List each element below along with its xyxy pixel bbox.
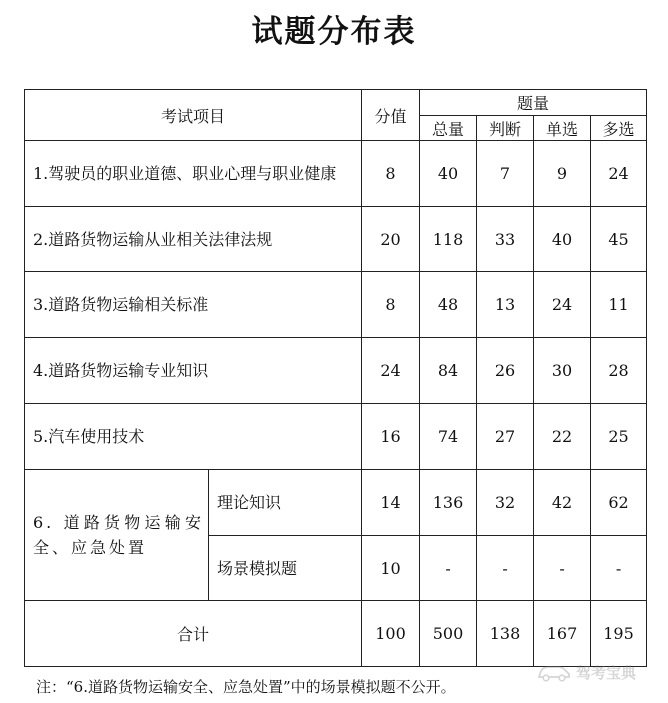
- row-score: 16: [362, 404, 420, 470]
- header-row: [25, 90, 647, 116]
- car-icon: [536, 664, 572, 682]
- row-item-name: 1.驾驶员的职业道德、职业心理与职业健康: [25, 141, 362, 207]
- row-single: 24: [534, 272, 591, 338]
- header-multi: 多选: [591, 116, 647, 141]
- total-label: 合计: [25, 601, 362, 667]
- header-item: 考试项目: [25, 90, 362, 141]
- table-row: [25, 404, 647, 470]
- row-multi: 24: [591, 141, 647, 207]
- row-single: -: [534, 536, 591, 601]
- total-row: [25, 601, 647, 667]
- row-single: 30: [534, 338, 591, 404]
- header-judge: 判断: [477, 116, 534, 141]
- row-score: 24: [362, 338, 420, 404]
- row-item-name: 4.道路货物运输专业知识: [25, 338, 362, 404]
- total-single: 167: [534, 601, 591, 667]
- row-item-name: 3.道路货物运输相关标准: [25, 272, 362, 338]
- header-quantity: 题量: [420, 90, 647, 116]
- header-total: 总量: [420, 116, 477, 141]
- row-multi: 62: [591, 470, 647, 536]
- row-score: 8: [362, 272, 420, 338]
- row-item-name: 5.汽车使用技术: [25, 404, 362, 470]
- row-total: 74: [420, 404, 477, 470]
- sub-item-name: 理论知识: [209, 470, 362, 536]
- row-score: 10: [362, 536, 420, 601]
- row-multi: -: [591, 536, 647, 601]
- row-total: 84: [420, 338, 477, 404]
- header-score: 分值: [362, 90, 420, 141]
- row-total: 40: [420, 141, 477, 207]
- total-judge: 138: [477, 601, 534, 667]
- page-title: 试题分布表: [251, 14, 417, 50]
- row-single: 42: [534, 470, 591, 536]
- row-score: 20: [362, 207, 420, 272]
- watermark-text: 驾考宝典: [576, 664, 637, 682]
- row-item-name: 6. 道路货物运输安全、应急处置: [25, 470, 209, 601]
- row-multi: 28: [591, 338, 647, 404]
- row-score: 8: [362, 141, 420, 207]
- row-multi: 45: [591, 207, 647, 272]
- row-multi: 25: [591, 404, 647, 470]
- row-single: 22: [534, 404, 591, 470]
- total-multi: 195: [591, 601, 647, 667]
- row-total: 136: [420, 470, 477, 536]
- total-total: 500: [420, 601, 477, 667]
- row-total: -: [420, 536, 477, 601]
- distribution-table: [24, 89, 647, 667]
- row-single: 40: [534, 207, 591, 272]
- footnote: 注：“6.道路货物运输安全、应急处置”中的场景模拟题不公开。: [36, 678, 456, 696]
- row-single: 9: [534, 141, 591, 207]
- row-item-name: 2.道路货物运输从业相关法律法规: [25, 207, 362, 272]
- row-judge: -: [477, 536, 534, 601]
- row-judge: 27: [477, 404, 534, 470]
- table-row: [25, 141, 647, 207]
- table-row: [25, 207, 647, 272]
- table-row: [25, 338, 647, 404]
- sub-item-name: 场景模拟题: [209, 536, 362, 601]
- row-score: 14: [362, 470, 420, 536]
- table-row: [25, 470, 647, 536]
- row-judge: 32: [477, 470, 534, 536]
- table-row: [25, 272, 647, 338]
- watermark: [536, 662, 636, 683]
- row-multi: 11: [591, 272, 647, 338]
- row-judge: 13: [477, 272, 534, 338]
- row-judge: 26: [477, 338, 534, 404]
- row-judge: 7: [477, 141, 534, 207]
- row-total: 48: [420, 272, 477, 338]
- header-single: 单选: [534, 116, 591, 141]
- row-total: 118: [420, 207, 477, 272]
- total-score: 100: [362, 601, 420, 667]
- row-judge: 33: [477, 207, 534, 272]
